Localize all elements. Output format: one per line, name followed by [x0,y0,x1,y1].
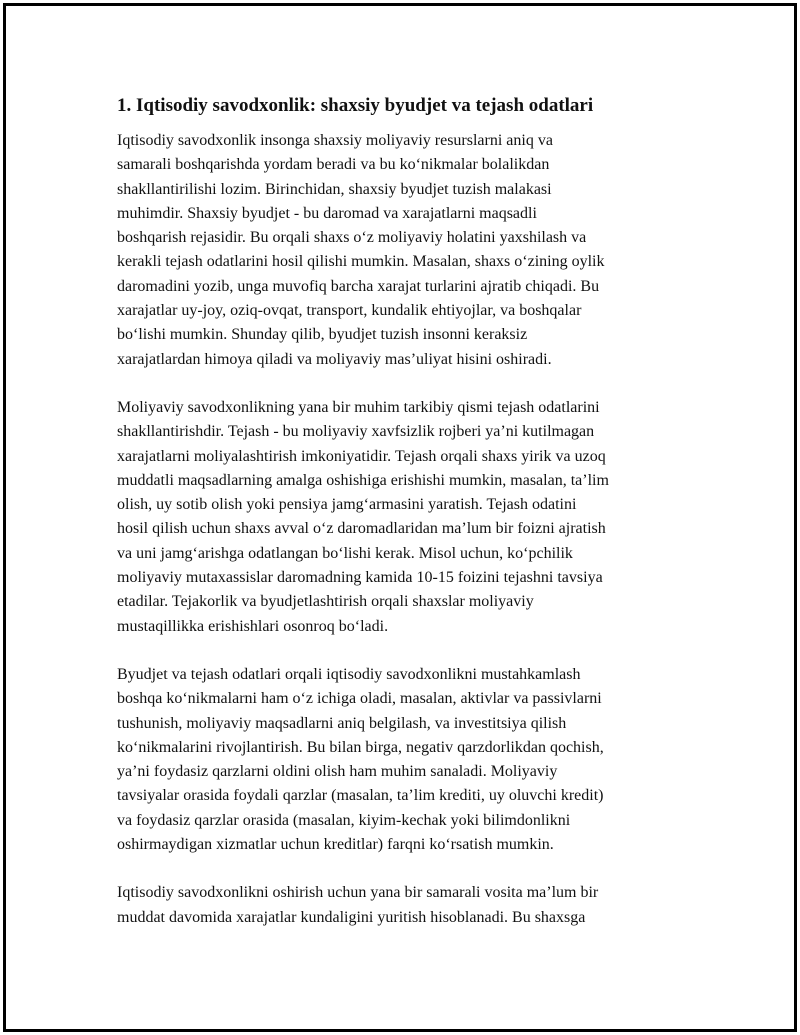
text-line: Iqtisodiy savodxonlik insonga shaxsiy moliyaviy resurslarni aniq va [117,132,553,149]
paragraph-3 [117,663,687,857]
text-line: xarajatlardan himoya qiladi va moliyaviy masʼuliyat hisini oshiradi. [117,350,552,368]
text-line: shakllantirishdir. Tejash - bu moliyaviy xavfsizlik rojberi yaʼni kutilmagan [117,423,595,441]
text-line: hosil qilish uchun shaxs avval oʻz daromadlaridan maʼlum bir foizni ajratish [117,520,606,538]
text-line: muddatli maqsadlarning amalga oshishiga erishishi mumkin, masalan, taʼlim [117,471,609,489]
text-line: oshirmaydigan xizmatlar uchun kreditlar) farqni koʻrsatish mumkin. [117,836,554,854]
text-line: Byudjet va tejash odatlari orqali iqtisodiy savodxonlikni mustahkamlash [117,665,581,683]
text-line: muhimdir. Shaxsiy byudjet - bu daromad va xarajatlarni maqsadli [117,204,537,222]
text-line: shakllantirilishi lozim. Birinchidan, shaxsiy byudjet tuzish malakasi [117,180,552,198]
section-heading: 1. Iqtisodiy savodxonlik: shaxsiy byudjet va tejash odatlari [117,95,594,116]
text-line: xarajatlarni moliyalashtirish imkoniyatidir. Tejash orqali shaxs yirik va uzoq [117,447,606,465]
text-line: boshqa koʻnikmalarni ham oʻz ichiga oladi, masalan, aktivlar va passivlarni [117,690,602,708]
paragraph-2 [117,396,687,639]
text-line: tushunish, moliyaviy maqsadlarni aniq belgilash, va investitsiya qilish [117,714,567,732]
text-line: kerakli tejash odatlarini hosil qilishi mumkin. Masalan, shaxs oʻzining oylik [117,253,605,271]
text-line: tavsiyalar orasida foydali qarzlar (masalan, taʼlim krediti, uy oluvchi kredit) [117,787,604,805]
text-line: etadilar. Tejakorlik va byudjetlashtirish orqali shaxslar moliyaviy [117,593,534,611]
text-line: yaʼni foydasiz qarzlarni oldini olish ham muhim sanaladi. Moliyaviy [117,763,558,781]
paragraph-1 [117,129,687,372]
document-body [117,92,687,930]
text-line: muddat davomida xarajatlar kundaligini yuritish hisoblanadi. Bu shaxsga [117,908,586,926]
paragraph-container [117,129,687,930]
text-line: va uni jamgʻarishga odatlangan boʻlishi kerak. Misol uchun, koʻpchilik [117,544,573,562]
text-line: moliyaviy mutaxassislar daromadning kamida 10-15 foizini tejashni tavsiya [117,569,603,587]
text-line: xarajatlar uy-joy, oziq-ovqat, transport, kundalik ehtiyojlar, va boshqalar [117,302,582,320]
text-line: mustaqillikka erishishlari osonroq boʻladi. [117,617,389,635]
text-line: boʻlishi mumkin. Shunday qilib, byudjet tuzish insonni keraksiz [117,326,528,344]
paragraph-4 [117,881,687,930]
text-line: daromadini yozib, unga muvofiq barcha xarajat turlarini ajratib chiqadi. Bu [117,277,600,295]
text-line: Moliyaviy savodxonlikning yana bir muhim tarkibiy qismi tejash odatlarini [117,398,600,416]
text-line: olish, uy sotib olish yoki pensiya jamgʻarmasini yaratish. Tejash odatini [117,496,577,514]
text-line: va foydasiz qarzlar orasida (masalan, kiyim-kechak yoki bilimdonlikni [117,811,571,829]
text-line: boshqarish rejasidir. Bu orqali shaxs oʻz moliyaviy holatini yaxshilash va [117,229,587,247]
text-line: samarali boshqarishda yordam beradi va bu koʻnikmalar bolalikdan [117,156,550,174]
text-line: koʻnikmalarini rivojlantirish. Bu bilan birga, negativ qarzdorlikdan qochish, [117,738,604,756]
text-line: Iqtisodiy savodxonlikni oshirish uchun yana bir samarali vosita maʼlum bir [117,884,599,902]
